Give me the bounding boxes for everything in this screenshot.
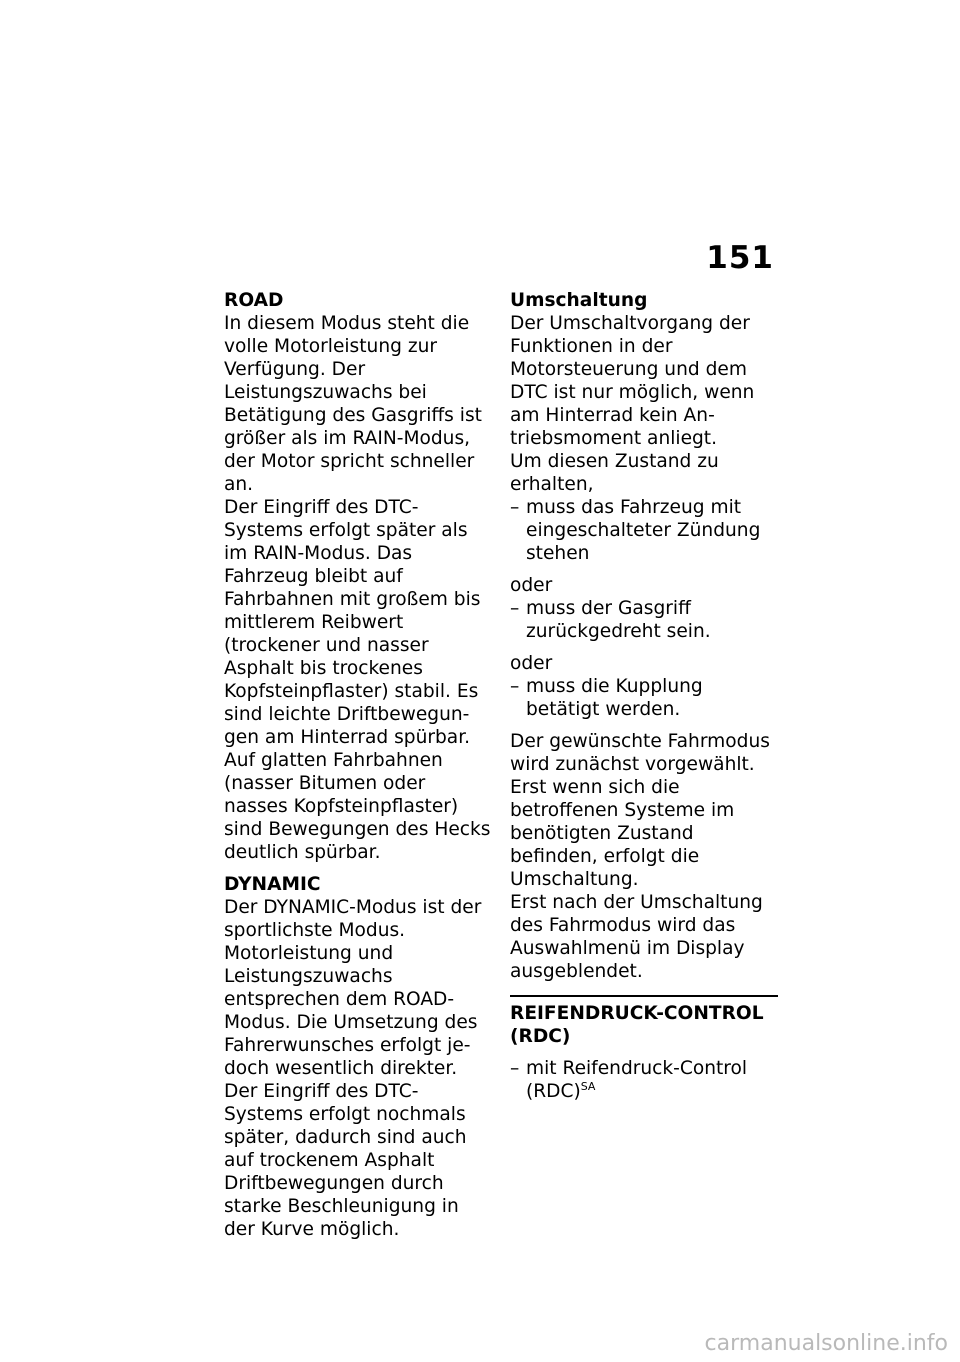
road-paragraph-1: In diesem Modus steht die volle Motorleistung zur Verfügung. Der Leistungszuwachs bei Betätigung des Gasgriffs ist größer als im RAIN-Modus, der Motor spricht schneller an. [224, 313, 482, 495]
umschaltung-section [510, 289, 782, 983]
umschaltung-paragraph-4: Erst nach der Umschaltung des Fahrmodus wird das Auswahlmenü im Display ausgeblendet. [510, 892, 763, 982]
bullet-text [526, 1057, 782, 1103]
bullet-dash: – [510, 497, 520, 518]
sa-superscript: SA [580, 1079, 596, 1093]
bullet-item [510, 675, 782, 721]
bullet-item [510, 1057, 782, 1103]
dynamic-paragraph-3: Der Eingriff des DTC-Systems erfolgt nochmals später, dadurch sind auch auf trockenem Asphalt Driftbewegungen durch starke Beschleunigung in der Kurve möglich. [224, 1081, 467, 1240]
oder-text: oder [510, 653, 553, 674]
rdc-bullet-text: mit Reifendruck-Control (RDC) [526, 1058, 748, 1102]
dynamic-heading: DYNAMIC [224, 874, 321, 895]
left-column [224, 289, 494, 1241]
road-heading: ROAD [224, 290, 284, 311]
right-column [510, 289, 782, 1103]
umschaltung-paragraph-2: Um diesen Zustand zu erhalten, [510, 451, 719, 495]
dynamic-paragraph-2: Motorleistung und Leistungszuwachs entsprechen dem ROAD-Modus. Die Umsetzung des Fahrerwunsches erfolgt jedoch wesentlich direkter. [224, 943, 478, 1079]
bullet-text: muss die Kupplung betätigt werden. [526, 676, 703, 720]
bullet-dash: – [510, 598, 520, 619]
oder-text: oder [510, 575, 553, 596]
rdc-section [510, 1002, 782, 1103]
umschaltung-paragraph-3: Der gewünschte Fahrmodus wird zunächst vorgewählt. Erst wenn sich die betroffenen Systeme im benötigten Zustand befinden, erfolgt die Umschaltung. [510, 731, 770, 890]
road-section [224, 289, 494, 864]
rdc-heading: REIFENDRUCK-CONTROL (RDC) [510, 1003, 764, 1047]
bullet-item [510, 597, 782, 643]
section-divider [510, 995, 778, 997]
bullet-text: muss der Gasgriff zurückgedreht sein. [526, 598, 711, 642]
bullet-dash: – [510, 1058, 520, 1079]
page-number: 151 [706, 240, 774, 276]
road-paragraph-2: Der Eingriff des DTC-Systems erfolgt später als im RAIN-Modus. Das Fahrzeug bleibt auf Fahrbahnen mit großem bis mittlerem Reibwert (trockener und nasser Asphalt bis trockenes Kopfsteinpflaster) stabil. Es sind leichte Driftbewegungen am Hinterrad spürbar. Auf glatten Fahrbahnen (nasser Bitumen oder nasses Kopfsteinpflaster) sind Bewegungen des Hecks deutlich spürbar. [224, 497, 491, 863]
dynamic-paragraph-1: Der DYNAMIC-Modus ist der sportlichste Modus. [224, 897, 482, 941]
umschaltung-paragraph-1: Der Umschaltvorgang der Funktionen in der Motorsteuerung und dem DTC ist nur möglich, wenn am Hinterrad kein Antriebsmoment anliegt. [510, 313, 755, 449]
watermark: carmanualsonline.info [704, 1331, 948, 1356]
bullet-item [510, 496, 782, 565]
umschaltung-heading: Umschaltung [510, 290, 648, 311]
bullet-dash: – [510, 676, 520, 697]
bullet-text: muss das Fahrzeug mit eingeschalteter Zündung stehen [526, 497, 761, 564]
dynamic-section [224, 873, 494, 1241]
